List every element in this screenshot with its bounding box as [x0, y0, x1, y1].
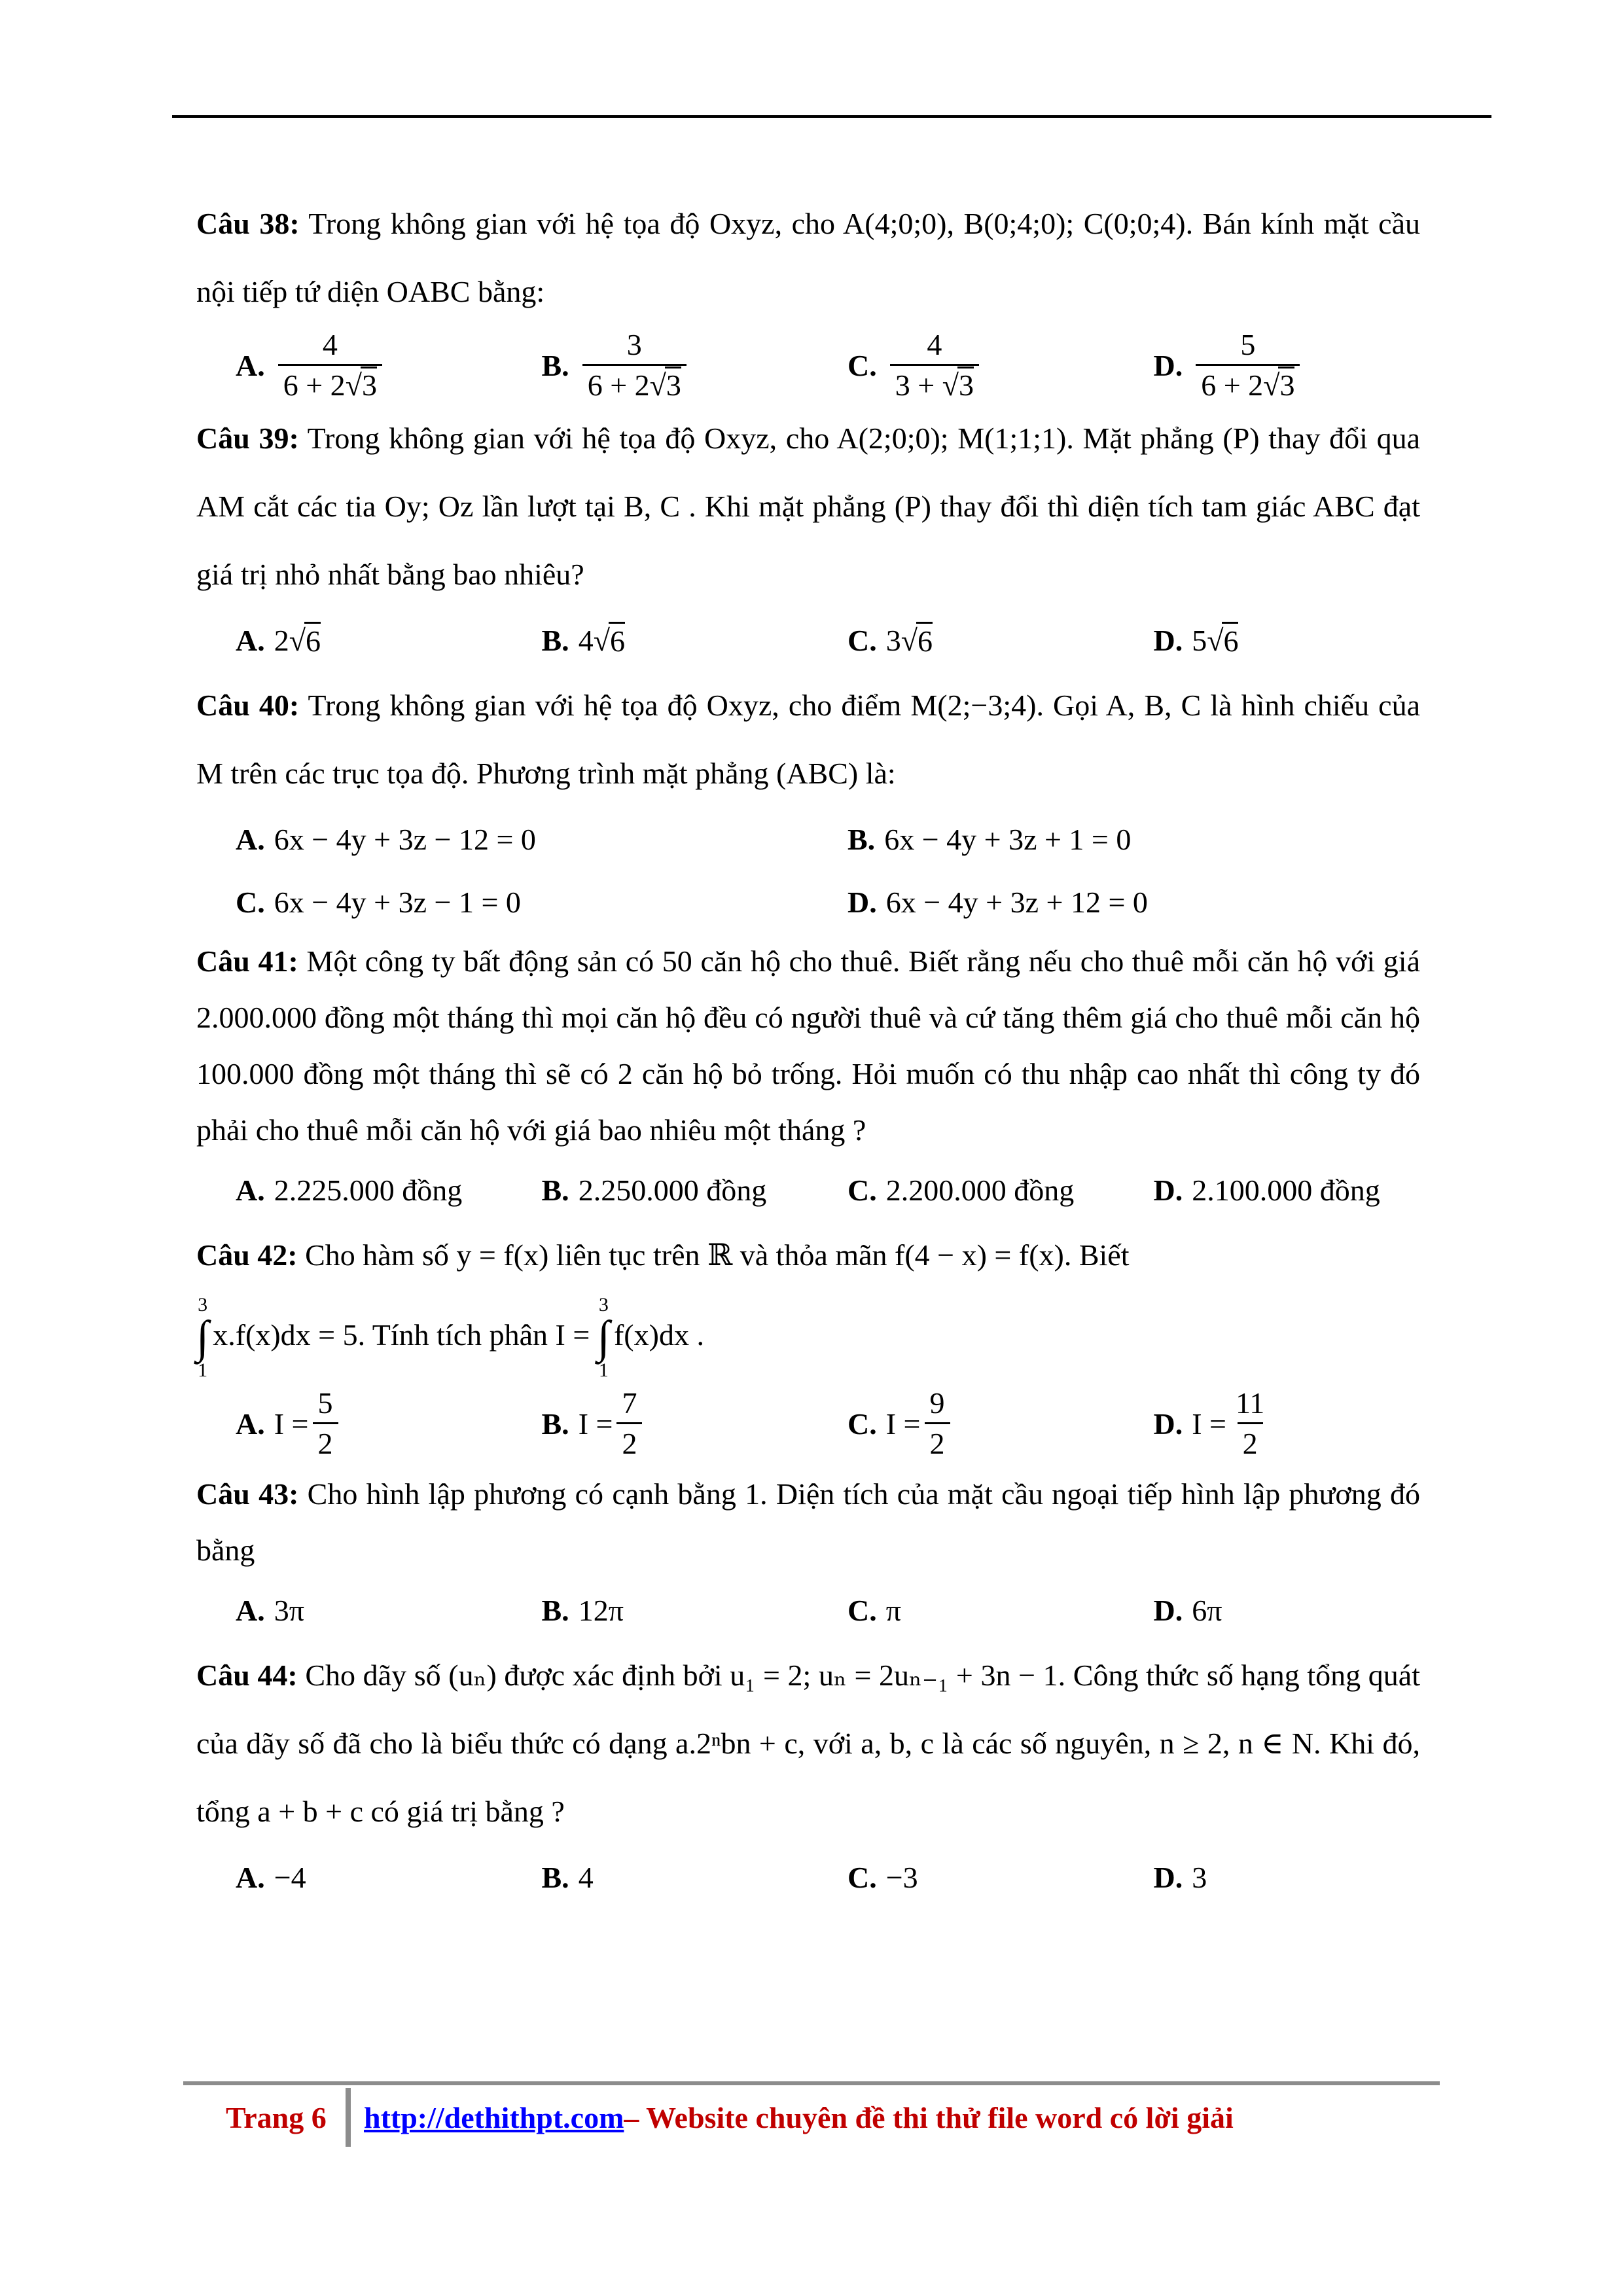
- denominator-prefix: 6 + 2: [283, 368, 346, 402]
- option-label: C.: [847, 1407, 877, 1441]
- option-label: D.: [1153, 1593, 1183, 1627]
- option-b[interactable]: [503, 1860, 809, 1895]
- denominator: 2: [313, 1422, 338, 1461]
- option-label: B.: [541, 623, 569, 657]
- option-label: B.: [541, 1593, 569, 1627]
- option-label: A.: [236, 1407, 265, 1441]
- page-content: [196, 190, 1420, 1909]
- fraction: [278, 329, 382, 403]
- denominator: 6 + 2√3: [1196, 364, 1300, 403]
- fraction: [925, 1387, 950, 1461]
- option-a[interactable]: [196, 1173, 503, 1208]
- option-a[interactable]: [196, 822, 808, 857]
- fraction: [582, 329, 687, 403]
- option-label: D.: [1153, 623, 1183, 657]
- option-value: 2.250.000 đồng: [578, 1173, 767, 1207]
- option-value: 6x − 4y + 3z + 12 = 0: [885, 885, 1148, 919]
- option-label: B.: [541, 1173, 569, 1207]
- option-d[interactable]: [1115, 1173, 1421, 1208]
- option-value: 2.100.000 đồng: [1192, 1173, 1380, 1207]
- question-40-text: [196, 672, 1420, 808]
- numerator: 9: [929, 1386, 945, 1420]
- integral-lower-limit: 1: [598, 1359, 609, 1382]
- integral-upper-limit: 3: [198, 1294, 208, 1316]
- option-c[interactable]: [808, 1593, 1115, 1628]
- question-40-options-row1: [196, 808, 1420, 870]
- question-40: [196, 672, 1420, 808]
- question-38: [196, 190, 1420, 326]
- integral-body: f(x)dx .: [613, 1318, 704, 1352]
- option-a[interactable]: [196, 329, 503, 403]
- option-b[interactable]: [503, 329, 809, 403]
- option-label: B.: [541, 1860, 569, 1894]
- numerator: 5: [1240, 327, 1256, 361]
- numerator: 5: [317, 1386, 333, 1420]
- option-label: D.: [847, 885, 877, 919]
- radicand: 3: [665, 367, 681, 402]
- option-value: 6x − 4y + 3z − 1 = 0: [274, 885, 521, 919]
- option-label: C.: [847, 1860, 877, 1894]
- option-prefix: I =: [578, 1407, 613, 1441]
- option-label: C.: [847, 1173, 877, 1207]
- option-d[interactable]: [1115, 1860, 1421, 1895]
- option-b[interactable]: [503, 1593, 809, 1628]
- integral-sign: [597, 1295, 610, 1380]
- option-label: B.: [541, 348, 569, 382]
- option-d[interactable]: D. 5 √ 6: [1115, 622, 1421, 658]
- option-prefix: I =: [1192, 1407, 1226, 1441]
- option-value: 6π: [1192, 1593, 1222, 1627]
- question-44-options: [196, 1846, 1420, 1909]
- option-label: A.: [236, 1860, 265, 1894]
- radicand: 6: [609, 622, 625, 658]
- question-43-text: [196, 1466, 1420, 1579]
- option-value: 6x − 4y + 3z + 1 = 0: [884, 822, 1132, 856]
- denominator: 6 + 2√3: [582, 364, 687, 403]
- integral-body: x.f(x)dx = 5.: [213, 1318, 366, 1352]
- integral-lower-limit: 1: [198, 1359, 208, 1382]
- coefficient: 2: [274, 623, 289, 657]
- question-42-integrals: [196, 1289, 1420, 1381]
- numerator: 4: [322, 327, 338, 361]
- denominator: 2: [1238, 1422, 1263, 1461]
- question-39-text: [196, 404, 1420, 609]
- integral-upper-limit: 3: [598, 1294, 609, 1316]
- numerator: 3: [626, 327, 642, 361]
- denominator-prefix: 3 +: [895, 368, 942, 402]
- fraction: [1196, 329, 1300, 403]
- option-value: 2.225.000 đồng: [274, 1173, 463, 1207]
- option-c[interactable]: [808, 1860, 1115, 1895]
- option-value: 6x − 4y + 3z − 12 = 0: [274, 822, 536, 856]
- denominator: 2: [925, 1422, 950, 1461]
- question-38-text: [196, 190, 1420, 326]
- page-number: Trang 6: [226, 2100, 327, 2134]
- coefficient: 3: [885, 623, 901, 657]
- option-a[interactable]: [196, 1593, 503, 1628]
- question-number: Câu 43:: [196, 1477, 299, 1511]
- option-a[interactable]: A. 2 √ 6: [196, 622, 503, 658]
- question-text: Trong không gian với hệ tọa độ Oxyz, cho điểm M(2;−3;4). Gọi A, B, C là hình chiếu của M trên các trục tọa độ. Phương trình mặt phẳng (ABC) là:: [196, 689, 1420, 790]
- footer-tagline: – Website chuyên đề thi thử file word có lời giải: [624, 2100, 1234, 2134]
- option-d[interactable]: [1115, 1387, 1421, 1461]
- denominator-prefix: 6 + 2: [1201, 368, 1264, 402]
- question-number: Câu 40:: [196, 689, 300, 722]
- fraction: [616, 1387, 642, 1461]
- option-label: D.: [1153, 1407, 1183, 1441]
- radicand: 6: [916, 622, 933, 658]
- fraction: [1230, 1387, 1270, 1461]
- question-42: [196, 1221, 1420, 1381]
- question-43: [196, 1466, 1420, 1579]
- option-label: D.: [1153, 1173, 1183, 1207]
- question-39: [196, 404, 1420, 609]
- question-40-options-row2: [196, 870, 1420, 933]
- question-41: [196, 933, 1420, 1158]
- radicand: 3: [957, 367, 974, 402]
- option-label: C.: [847, 1593, 877, 1627]
- radicand: 3: [1278, 367, 1294, 402]
- option-d[interactable]: [1115, 329, 1421, 403]
- option-value: π: [885, 1593, 901, 1627]
- question-number: Câu 44:: [196, 1659, 298, 1692]
- option-label: C.: [847, 348, 877, 382]
- denominator-prefix: 6 + 2: [587, 368, 650, 402]
- option-b[interactable]: [503, 1173, 809, 1208]
- header-rule: [172, 115, 1491, 118]
- question-text: Trong không gian với hệ tọa độ Oxyz, cho A(2;0;0); M(1;1;1). Mặt phẳng (P) thay đổi qua AM cắt các tia Oy; Oz lần lượt tại B, C . Khi mặt phẳng (P) thay đổi thì diện tích tam giác ABC đạt giá trị nhỏ nhất bằng bao nhiêu?: [196, 422, 1421, 591]
- option-value: 4: [578, 1860, 594, 1894]
- radicand: 3: [361, 367, 377, 402]
- radicand: 6: [304, 622, 321, 658]
- option-c[interactable]: [808, 1173, 1115, 1208]
- question-text: Tính tích phân I =: [365, 1318, 597, 1352]
- option-c[interactable]: [808, 1387, 1115, 1461]
- option-label: A.: [236, 1593, 265, 1627]
- footer-text: [364, 2088, 1234, 2147]
- option-label: A.: [236, 822, 265, 856]
- footer-separator: [346, 2088, 351, 2147]
- option-c[interactable]: [808, 329, 1115, 403]
- question-number: Câu 41:: [196, 944, 298, 978]
- question-38-options: [196, 326, 1420, 404]
- option-label: C.: [236, 885, 265, 919]
- question-42-options: [196, 1381, 1420, 1466]
- option-label: D.: [1153, 1860, 1183, 1894]
- numerator: 11: [1236, 1386, 1265, 1420]
- question-44-text: [196, 1641, 1420, 1846]
- option-b[interactable]: [808, 822, 1420, 857]
- option-label: B.: [541, 1407, 569, 1441]
- question-text: Cho dãy số (uₙ) được xác định bởi u₁ = 2; uₙ = 2uₙ₋₁ + 3n − 1. Công thức số hạng tổng quát của dãy số đã cho là biểu thức có dạng a.2ⁿbn + c, với a, b, c là các số nguyên, n ≥ 2, n ∈ N. Khi đó, tổng a + b + c có giá trị bằng ?: [196, 1659, 1420, 1828]
- coefficient: 5: [1192, 623, 1207, 657]
- option-label: A.: [236, 348, 265, 382]
- question-41-text: [196, 933, 1420, 1158]
- option-c[interactable]: [196, 885, 808, 920]
- option-label: A.: [236, 1173, 265, 1207]
- question-number: Câu 42:: [196, 1238, 298, 1272]
- integral-symbol: ∫: [196, 1312, 209, 1363]
- option-label: C.: [847, 623, 877, 657]
- option-d[interactable]: [1115, 1593, 1421, 1628]
- fraction: [313, 1387, 338, 1461]
- option-value: −3: [885, 1860, 918, 1894]
- question-number: Câu 39:: [196, 422, 299, 455]
- website-link[interactable]: http://dethithpt.com: [364, 2100, 624, 2134]
- option-label: D.: [1153, 348, 1183, 382]
- question-text: Cho hình lập phương có cạnh bằng 1. Diện tích của mặt cầu ngoại tiếp hình lập phương đó bằng: [196, 1477, 1420, 1567]
- footer-rule: [183, 2081, 1440, 2085]
- option-a[interactable]: [196, 1387, 503, 1461]
- option-value: 2.200.000 đồng: [885, 1173, 1075, 1207]
- integral-sign: [196, 1295, 209, 1380]
- option-b[interactable]: [503, 1387, 809, 1461]
- coefficient: 4: [578, 623, 594, 657]
- fraction: [890, 329, 979, 403]
- question-42-text: [196, 1221, 1420, 1289]
- question-text: Cho hàm số y = f(x) liên tục trên ℝ và thỏa mãn f(4 − x) = f(x). Biết: [297, 1238, 1130, 1272]
- numerator: 4: [927, 327, 942, 361]
- option-value: 3: [1192, 1860, 1207, 1894]
- option-label: A.: [236, 623, 265, 657]
- numerator: 7: [622, 1386, 637, 1420]
- option-c[interactable]: C. 3 √ 6: [808, 622, 1115, 658]
- denominator: 6 + 2√3: [278, 364, 382, 403]
- question-text: Trong không gian với hệ tọa độ Oxyz, cho A(4;0;0), B(0;4;0); C(0;0;4). Bán kính mặt cầu nội tiếp tứ diện OABC bằng:: [196, 207, 1420, 308]
- option-prefix: I =: [885, 1407, 921, 1441]
- question-44: [196, 1641, 1420, 1846]
- option-label: B.: [847, 822, 876, 856]
- option-value: 3π: [274, 1593, 304, 1627]
- option-d[interactable]: [808, 885, 1420, 920]
- option-a[interactable]: [196, 1860, 503, 1895]
- integral-symbol: ∫: [597, 1312, 610, 1363]
- option-b[interactable]: B. 4 √ 6: [503, 622, 809, 658]
- option-value: −4: [274, 1860, 306, 1894]
- radicand: 6: [1222, 622, 1238, 658]
- question-43-options: [196, 1579, 1420, 1641]
- question-41-options: [196, 1158, 1420, 1221]
- question-39-options: [196, 609, 1420, 672]
- question-number: Câu 38:: [196, 207, 300, 240]
- denominator: 2: [616, 1422, 642, 1461]
- denominator: 3 + √3: [890, 364, 979, 403]
- option-value: 12π: [578, 1593, 624, 1627]
- option-prefix: I =: [274, 1407, 309, 1441]
- question-text: Một công ty bất động sản có 50 căn hộ cho thuê. Biết rằng nếu cho thuê mỗi căn hộ với giá 2.000.000 đồng một tháng thì mọi căn hộ đều có người thuê và cứ tăng thêm giá cho thuê mỗi căn hộ 100.000 đồng một tháng thì sẽ có 2 căn hộ bỏ trống. Hỏi muốn có thu nhập cao nhất thì công ty đó phải cho thuê mỗi căn hộ với giá bao nhiêu một tháng ?: [196, 944, 1420, 1147]
